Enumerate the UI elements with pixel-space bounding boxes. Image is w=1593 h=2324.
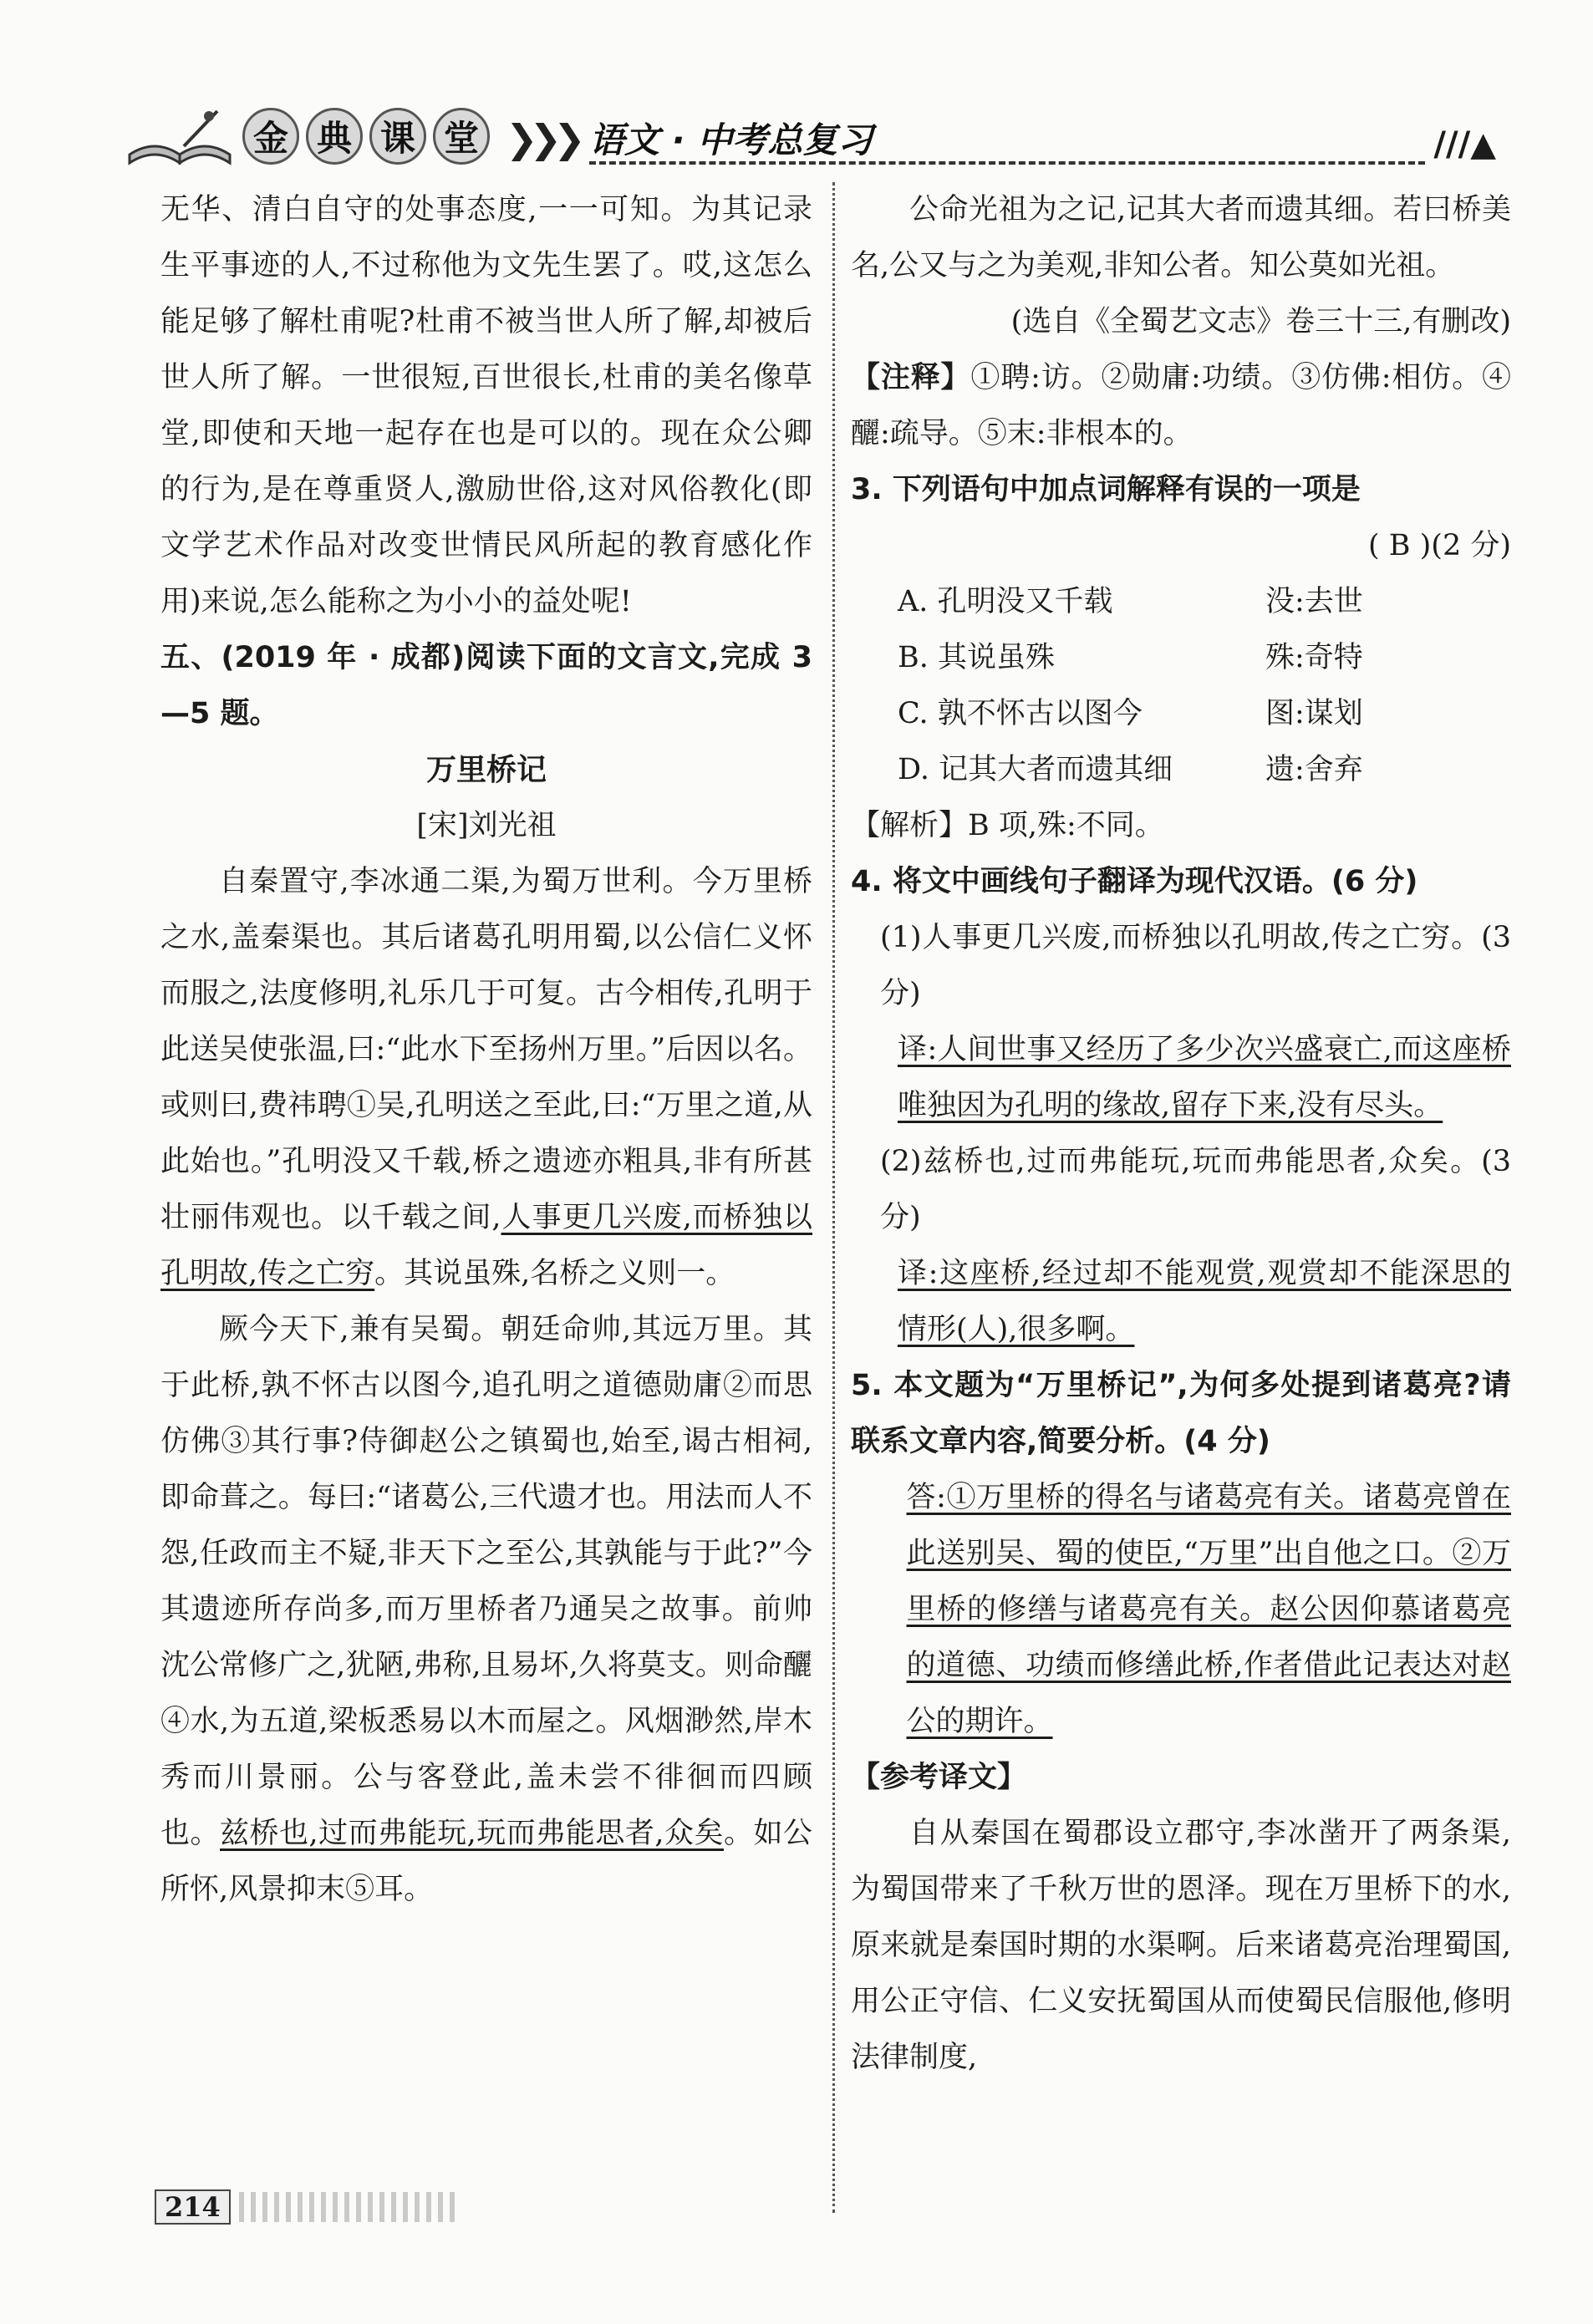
chevron-right-icon: ❯❯❯ [506, 116, 578, 161]
question-3: 3. 下列语句中加点词解释有误的一项是 [851, 473, 1361, 506]
option-b [851, 630, 1511, 686]
question-4: 4. 将文中画线句子翻译为现代汉语。(6 分) [851, 865, 1418, 898]
answer-text: 译:这座桥,经过却不能观赏,观赏却不能深思的情形(人),很多啊。 [898, 1257, 1511, 1346]
essay-author: [宋]刘光祖 [416, 809, 557, 842]
decorative-dots [239, 2192, 456, 2222]
page-header [125, 96, 1496, 171]
page-number: 214 [155, 2189, 231, 2225]
underlined-sentence: 兹桥也,过而弗能玩,玩而弗能思者,众矣 [220, 1817, 724, 1850]
right-column [851, 182, 1511, 2086]
option-sentence: A. 孔明没又千载 [898, 585, 1113, 618]
source-note: (选自《全蜀艺文志》卷三十三,有删改) [1010, 305, 1511, 338]
brand-char: 典 [306, 108, 363, 165]
header-divider [589, 161, 1425, 165]
page-footer [155, 2189, 456, 2225]
question-5: 5. 本文题为“万里桥记”,为何多处提到诸葛亮?请联系文章内容,简要分析。(4 分) [851, 1369, 1511, 1458]
option-a [851, 574, 1511, 630]
answer-text: 答:①万里桥的得名与诸葛亮有关。诸葛亮曾在此送别吴、蜀的使臣,“万里”出自他之口。②万里桥的修缮与诸葛亮有关。赵公因仰慕诸葛亮的道德、功绩而修缮此桥,作者借此记表达对赵公的期许。 [906, 1481, 1511, 1738]
open-book-icon [125, 104, 234, 171]
question-3-analysis: 【解析】B 项,殊:不同。 [851, 809, 1164, 842]
question-4-part-2: (2)兹桥也,过而弗能玩,玩而弗能思者,众矣。(3 分) [880, 1145, 1511, 1234]
essay-text: 厥今天下,兼有吴蜀。朝廷命帅,其远万里。其于此桥,孰不怀古以图今,追孔明之道德勋庸②而思仿佛③其行事?侍御赵公之镇蜀也,始至,谒古相祠,即命葺之。每曰:“诸葛公,三代遗才也。用法而人不怨,任政而主不疑,非天下之至公,其孰能与于此?”今其遗迹所存尚多,而万里桥者乃通吴之故事。前帅沈公常修广之,犹陋,弗称,且易坏,久将莫支。则命釃④水,为五道,梁板悉易以木而屋之。风烟渺然,岸木秀而川景丽。公与客登此,盖未尝不徘徊而四顾也。 [160, 1313, 812, 1850]
answer-text: 译:人间世事又经历了多少次兴盛衰亡,而这座桥唯独因为孔明的缘故,留存下来,没有尽头。 [898, 1033, 1511, 1122]
translation-continued: 无华、清白自守的处事态度,一一可知。为其记录生平事迹的人,不过称他为文先生罢了。哎,这怎么能足够了解杜甫呢?杜甫不被当世人所了解,却被后世人所了解。一世很短,百世很长,杜甫的美名像草堂,即使和天地一起存在也是可以的。现在众公卿的行为,是在尊重贤人,激励世俗,这对风俗教化(即文学艺术作品对改变世情民风所起的教育感化作用)来说,怎么能称之为小小的益处呢! [160, 193, 812, 618]
essay-paragraph [160, 1302, 812, 1918]
brand-char: 课 [369, 108, 426, 165]
option-sentence: B. 其说虽殊 [898, 641, 1055, 674]
essay-paragraph [160, 854, 812, 1302]
notes [851, 350, 1511, 462]
essay-paragraph: 公命光祖为之记,记其大者而遗其细。若曰桥美名,公又与之为美观,非知公者。知公莫如光祖。 [851, 193, 1511, 282]
reference-translation-label: 【参考译文】 [851, 1761, 1027, 1794]
corner-mountain-icon: ///▲ [1433, 125, 1496, 164]
question-4-part-1-answer [851, 1022, 1511, 1134]
question-3-answer: ( B )(2 分) [1368, 529, 1511, 562]
reference-translation: 自从秦国在蜀郡设立郡守,李冰凿开了两条渠,为蜀国带来了千秋万世的恩泽。现在万里桥下的水,原来就是秦国时期的水渠啊。后来诸葛亮治理蜀国,用公正守信、仁义安抚蜀国从而使蜀民信服他,修明法律制度, [851, 1817, 1511, 2074]
brand-char: 金 [242, 108, 299, 165]
brand-char: 堂 [433, 108, 490, 165]
option-sentence: D. 记其大者而遗其细 [898, 753, 1173, 786]
essay-text: 自秦置守,李冰通二渠,为蜀万世利。今万里桥之水,盖秦渠也。其后诸葛孔明用蜀,以公信仁义怀而服之,法度修明,礼乐几于可复。古今相传,孔明于此送吴使张温,曰:“此水下至扬州万里。”后因以名。或则曰,费祎聘①吴,孔明送之至此,曰:“万里之道,从此始也。”孔明没又千载,桥之遗迹亦粗具,非有所甚壮丽伟观也。以千载之间, [160, 865, 812, 1234]
option-d [851, 742, 1511, 798]
notes-text: ①聘:访。②勋庸:功绩。③仿佛:相仿。④釃:疏导。⑤末:非根本的。 [851, 361, 1511, 450]
essay-text: 。如公所怀,风景抑末⑤耳。 [160, 1817, 812, 1906]
brand-logo [242, 108, 490, 165]
question-4-part-1: (1)人事更几兴废,而桥独以孔明故,传之亡穷。(3 分) [880, 921, 1511, 1010]
subject-title: 语文 · 中考总复习 [589, 120, 873, 160]
option-sentence: C. 孰不怀古以图今 [898, 697, 1143, 730]
essay-text: 。其说虽殊,名桥之义则一。 [374, 1257, 735, 1290]
option-gloss: 没:去世 [1265, 585, 1363, 618]
underlined-sentence: 人事更几兴废,而桥独以孔明故,传之亡穷 [160, 1201, 812, 1290]
question-5-answer [851, 1470, 1511, 1750]
section-heading: 五、(2019 年 · 成都)阅读下面的文言文,完成 3—5 题。 [160, 641, 812, 730]
left-column [160, 182, 812, 1918]
option-gloss: 遗:舍弃 [1265, 753, 1363, 786]
column-divider [832, 182, 835, 2213]
question-4-part-2-answer [851, 1246, 1511, 1358]
notes-label: 【注释】 [851, 361, 971, 394]
option-c [851, 686, 1511, 742]
essay-title: 万里桥记 [425, 753, 547, 787]
option-gloss: 殊:奇特 [1265, 641, 1363, 674]
option-gloss: 图:谋划 [1265, 697, 1363, 730]
